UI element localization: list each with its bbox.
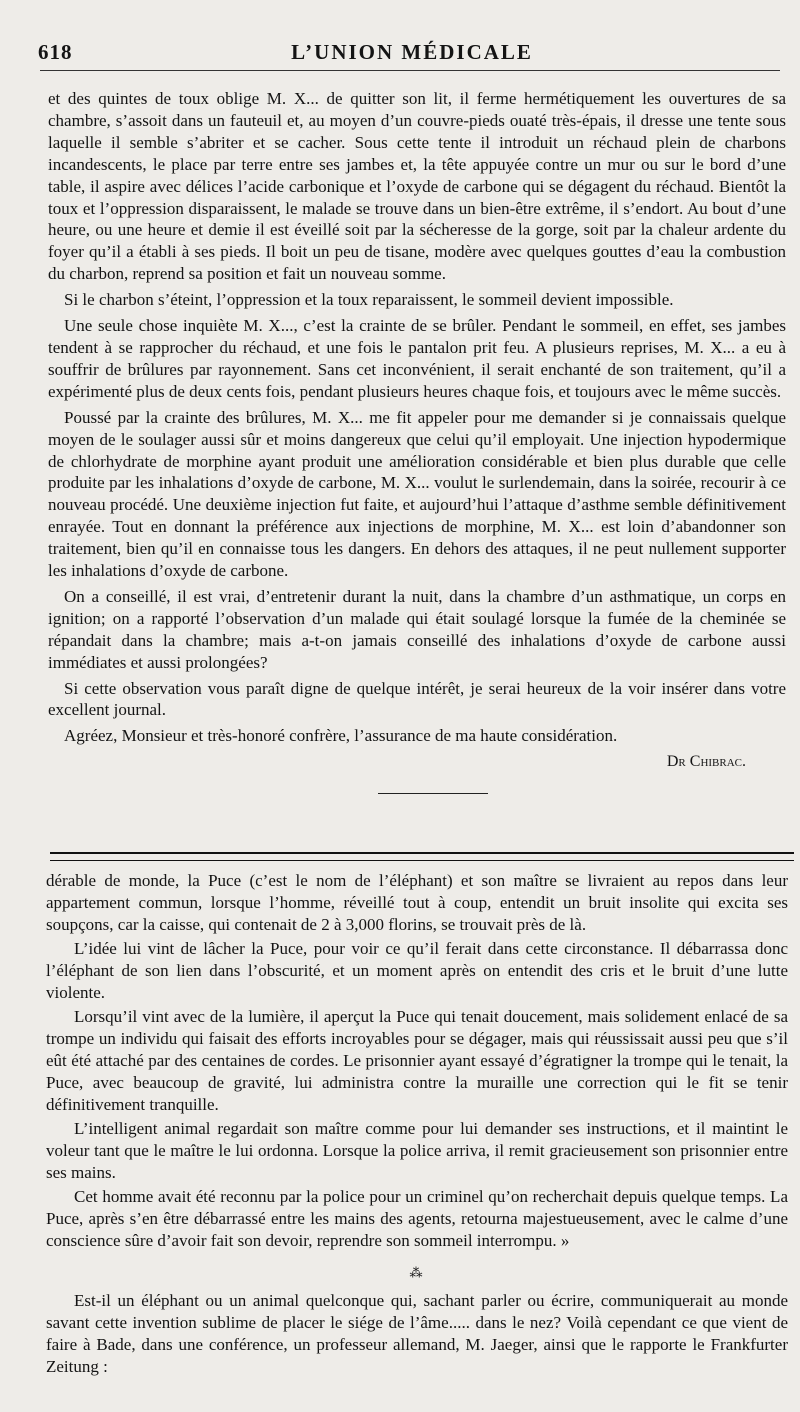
closing-line: Agréez, Monsieur et très-honoré confrère, l’assurance de ma haute considération. xyxy=(64,726,618,746)
story-paragraph: dérable de monde, la Puce (c’est le nom de l’éléphant) et son maître se livraient au repos dans leur appartement commun, lorsque l’homme, réveillé tout à coup, entendit un bruit insolite qui excita ses soupçons, car la caisse, qui contenait de 2 à 3,000 florins, se trouvait près de là. xyxy=(46,871,788,934)
letter-section xyxy=(48,88,786,794)
page-number: 618 xyxy=(38,40,73,64)
signature: Dr Chibrac. xyxy=(666,753,746,771)
section-divider xyxy=(50,852,794,861)
letter-paragraph: On a conseillé, il est vrai, d’entretenir durant la nuit, dans la chambre d’un asthmatique, un corps en ignition; on a rapporté l’observation d’un malade qui était soulagé lorsque la fumée de la cheminée se répandait dans la chambre; mais a-t-on jamais conseillé des inhalations d’oxyde de carbone aussi immédiates et aussi prolongées? xyxy=(48,586,786,672)
story-section xyxy=(46,870,788,1380)
page-header xyxy=(38,40,786,70)
running-title: L’UNION MÉDICALE xyxy=(291,40,533,64)
asterism: ⁂ xyxy=(409,1265,425,1280)
signature-rule xyxy=(378,793,488,794)
letter-paragraph: Poussé par la crainte des brûlures, M. X... me fit appeler pour me demander si je connaissais quelque moyen de le soulager aussi sûr et moins dangereux que celui qu’il employait. Une injection hypodermique de chlorhydrate de morphine ayant produit une amélioration considérable et bien plus durable que celle produite par les inhalations d’oxyde de carbone, M. X... voulut le surlendemain, dans la soirée, recourir à ce nouveau procédé. Une deuxième injection fut faite, et aujourd’hui l’attaque d’asthme semble définitivement enrayée. Tout en donnant la préférence aux injections de morphine, M. X... est loin d’abandonner son traitement, bien qu’il en connaisse tous les dangers. En dehors des attaques, il ne peut nullement supporter les inhalations d’oxyde de carbone. xyxy=(48,407,786,581)
story-paragraph: Cet homme avait été reconnu par la police pour un criminel qu’on recherchait depuis quelque temps. La Puce, après s’en être débarrassé entre les mains des agents, retourna majestueusement, avec le calme d’une conscience sûre d’avoir fait son devoir, reprendre son sommeil interrompu. » xyxy=(46,1187,788,1250)
letter-paragraph: et des quintes de toux oblige M. X... de quitter son lit, il ferme hermétiquement les ouvertures de sa chambre, s’assoit dans un fauteuil et, au moyen d’un couvre-pieds ouaté très-épais, il dresse une tente sous laquelle il semble s’abriter et se cacher. Sous cette tente il introduit un réchaud plein de charbons incandescents, le place par terre entre ses jambes et, la tête appuyée contre un mur ou sur le bord d’une table, il aspire avec délices l’acide carbonique et l’oxyde de carbone qui se dégagent du réchaud. Bientôt la toux et l’oppression disparaissent, le malade se trouve dans un bien-être extrême, il s’endort. Au bout d’une heure, ou une heure et demie il est éveillé soit par la sécheresse de la gorge, soit par la chaleur ardente du foyer qu’il a établi à ses pieds. Il boit un peu de tisane, modère avec quelques gouttes d’eau la combustion du charbon, reprend sa position et fait un nouveau somme. xyxy=(48,89,786,284)
story-paragraph: L’idée lui vint de lâcher la Puce, pour voir ce qu’il ferait dans cette circonstance. Il débarrassa donc l’éléphant de son lien dans l’obscurité, et un moment après on entendit des cris et le bruit d’une lutte violente. xyxy=(46,939,788,1002)
letter-paragraph: Une seule chose inquiète M. X..., c’est la crainte de se brûler. Pendant le sommeil, en effet, ses jambes tendent à se rapprocher du réchaud, et une fois le pantalon prit feu. A plusieurs reprises, M. X... a eu à souffrir de brûlures par rayonnement. Sans cet inconvénient, il serait enchanté de son traitement, qu’il a expérimenté plus de deux cents fois, pendant plusieurs heures chaque fois, et toujours avec le même succès. xyxy=(48,316,786,401)
letter-paragraph: Si le charbon s’éteint, l’oppression et la toux reparaissent, le sommeil devient impossible. xyxy=(64,290,674,310)
header-rule xyxy=(40,70,780,71)
story-paragraph: Lorsqu’il vint avec de la lumière, il aperçut la Puce qui tenait doucement, mais solidement enlacé de sa trompe un individu qui faisait des efforts incroyables pour se dégager, mais qui réussissait aussi peu que s’il eût été attaché par des centaines de cordes. Le prisonnier ayant essayé d’égratigner la trompe qui le tenait, la Puce, avec beaucoup de gravité, lui administra contre la muraille une correction qui le fit se tenir définitivement tranquille. xyxy=(46,1007,788,1114)
final-paragraph: Est-il un éléphant ou un animal quelconque qui, sachant parler ou écrire, communiquerait au monde savant cette invention sublime de placer le siége de l’âme..... dans le nez? Voilà cependant ce que vient de faire à Bade, dans une conférence, un professeur allemand, M. Jaeger, ainsi que le rapporte le Frankfurter Zeitung : xyxy=(46,1291,788,1376)
story-paragraph: L’intelligent animal regardait son maître comme pour lui demander ses instructions, et il maintint le voleur tant que le maître le lui ordonna. Lorsque la police arriva, il remit gracieusement son prisonnier entre ses mains. xyxy=(46,1119,788,1182)
letter-paragraph: Si cette observation vous paraît digne de quelque intérêt, je serai heureux de la voir insérer dans votre excellent journal. xyxy=(48,678,786,720)
